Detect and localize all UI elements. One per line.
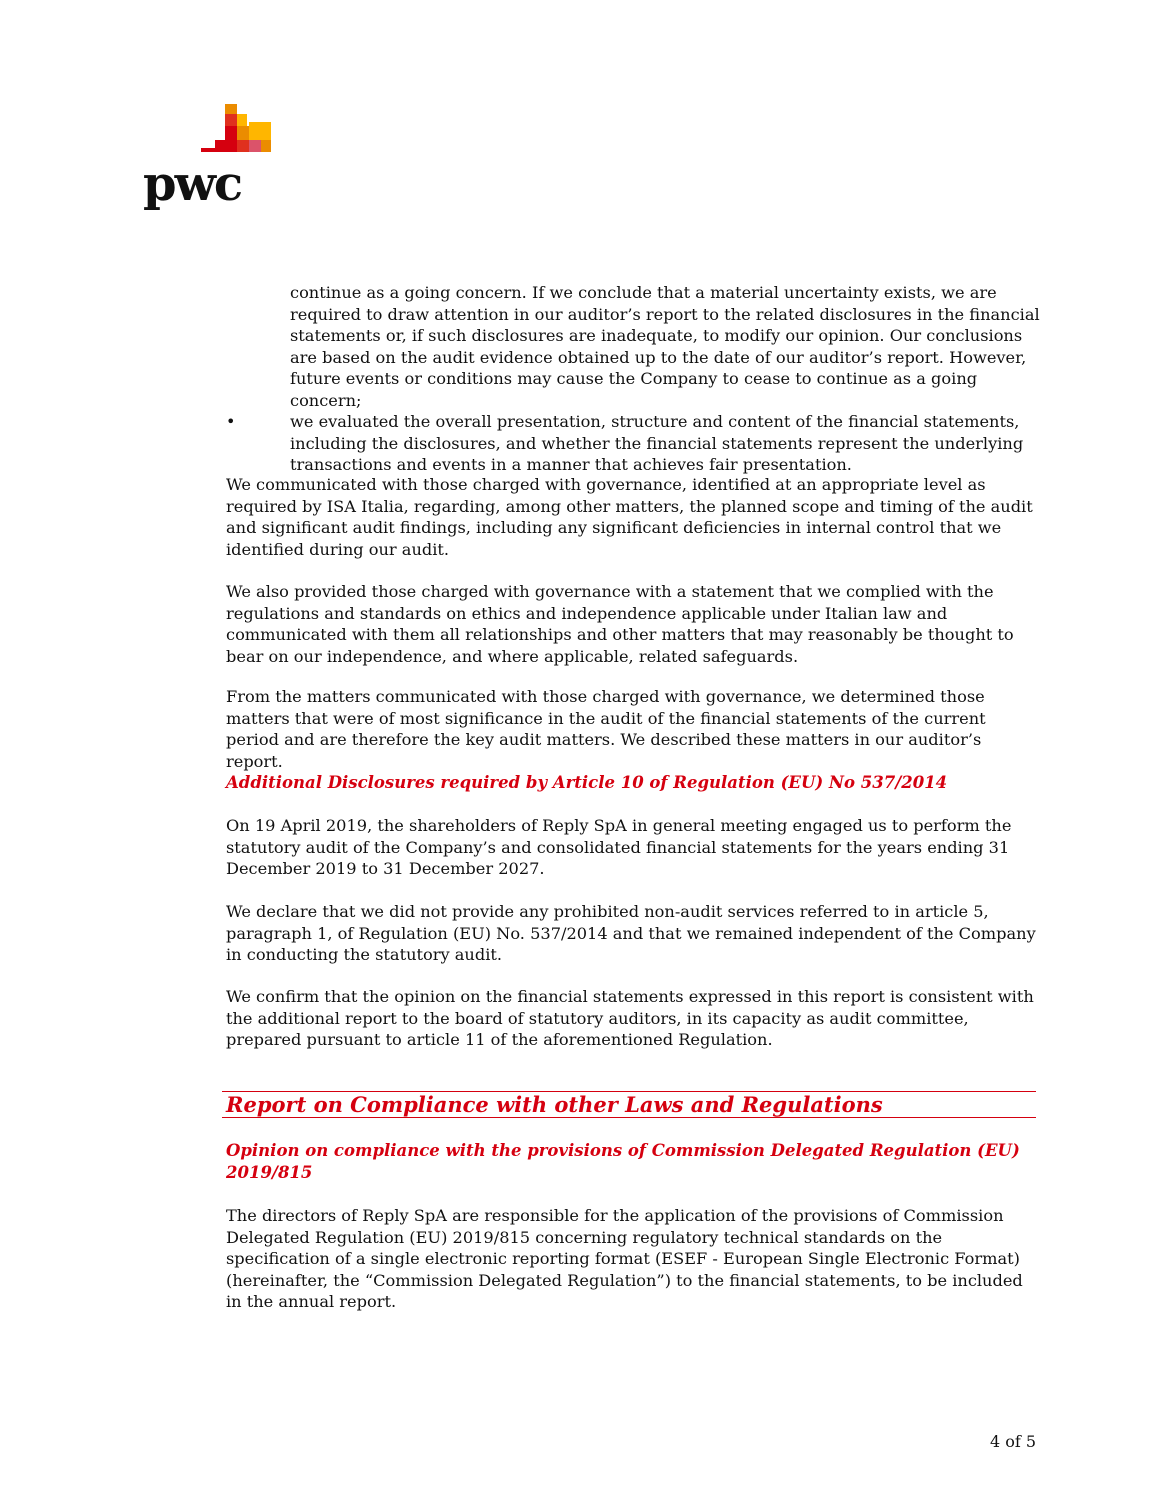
pwc-logo-blocks: [143, 104, 278, 164]
section-heading-box: [222, 1091, 1036, 1118]
pwc-logo: [143, 104, 278, 214]
bullet-item-text: we evaluated the overall presentation, structure and content of the financial statements, including the disclosures, and whether the financial statements represent the underlying transactions and events in a manner that achieves fair presentation.: [290, 412, 1024, 474]
paragraph-key-audit-matters: From the matters communicated with those charged with governance, we determined those matters that were of most significance in the audit of the financial statements of the current period and are therefore the key audit matters. We described these matters in our auditor’s report.: [226, 687, 986, 771]
heading-additional-disclosures: Additional Disclosures required by Article 10 of Regulation (EU) No 537/2014: [226, 773, 948, 792]
page-number: 4 of 5: [990, 1432, 1037, 1451]
bullet-icon: •: [226, 412, 236, 431]
paragraph-opinion-consistency: We confirm that the opinion on the financial statements expressed in this report is consistent with the additional report to the board of statutory auditors, in its capacity as audit committee, prepared pursuant to article 11 of the aforementioned Regulation.: [226, 987, 1034, 1049]
bullet-continued-text: continue as a going concern. If we conclude that a material uncertainty exists, we are required to draw attention in our auditor’s report to the related disclosures in the financial statements or, if such disclosures are inadequate, to modify our opinion. Our conclusions are based on the audit evidence obtained up to the date of our auditor’s report. However, future events or conditions may cause the Company to cease to continue as a going concern;: [290, 283, 1040, 410]
heading-esef-opinion: Opinion on compliance with the provisions of Commission Delegated Regulation (EU) 2019/815: [226, 1141, 1020, 1182]
bullet-list: [226, 282, 1041, 476]
paragraph-engagement: On 19 April 2019, the shareholders of Reply SpA in general meeting engaged us to perform the statutory audit of the Company’s and consolidated financial statements for the years ending 31 December 2019 to 31 December 2027.: [226, 816, 1012, 878]
paragraph-directors-responsibility: The directors of Reply SpA are responsible for the application of the provisions of Commission Delegated Regulation (EU) 2019/815 concerning regulatory technical standards on the specification of a single electronic reporting format (ESEF - European Single Electronic Format) (hereinafter, the “Commission Delegated Regulation”) to the financial statements, to be included in the annual report.: [226, 1206, 1023, 1311]
heading-report-on-compliance: Report on Compliance with other Laws and Regulations: [226, 1092, 883, 1117]
pwc-wordmark: pwc: [143, 156, 242, 212]
paragraph-independence-statement: We also provided those charged with governance with a statement that we complied with the regulations and standards on ethics and independence applicable under Italian law and communicated with them all relationships and other matters that may reasonably be thought to bear on our independence, and where applicable, related safeguards.: [226, 582, 1014, 666]
paragraph-non-audit-services: We declare that we did not provide any prohibited non-audit services referred to in article 5, paragraph 1, of Regulation (EU) No. 537/2014 and that we remained independent of the Company in conducting the statutory audit.: [226, 902, 1036, 964]
paragraph-governance-communication: We communicated with those charged with governance, identified at an appropriate level as required by ISA Italia, regarding, among other matters, the planned scope and timing of the audit and significant audit findings, including any significant deficiencies in internal control that we identified during our audit.: [226, 475, 1033, 559]
